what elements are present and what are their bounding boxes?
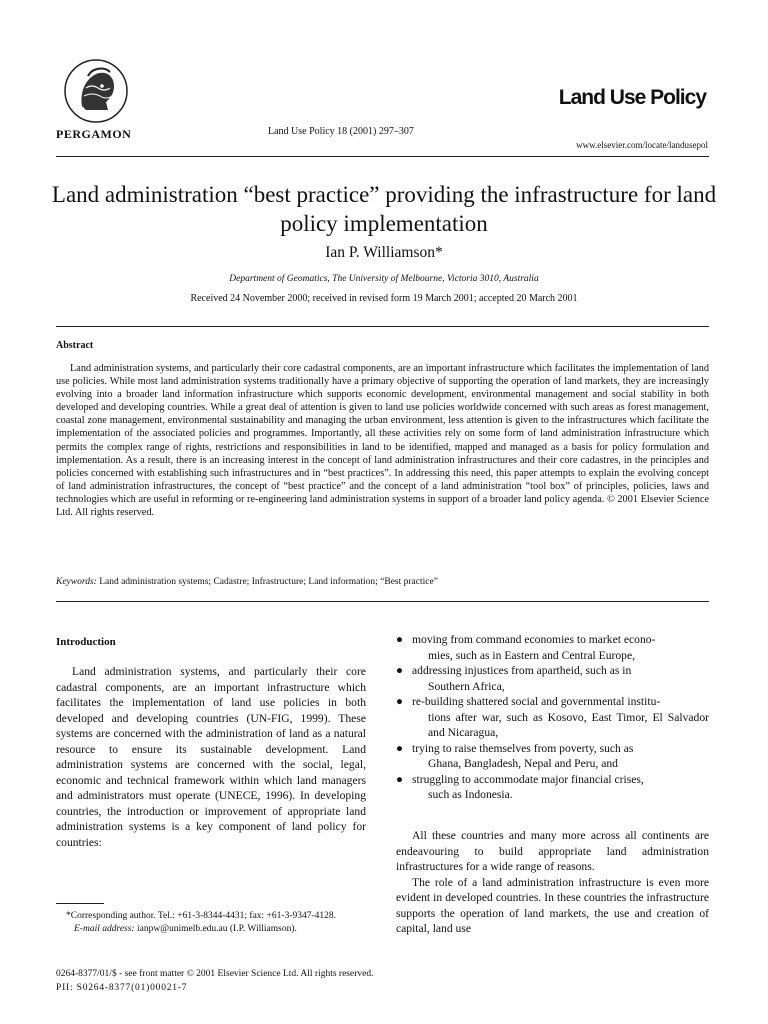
email-note	[56, 923, 366, 936]
abstract-body: Land administration systems, and particularly their core cadastral components, are an important infrastructure which facilitates the implementation of land use policies. While most land administration systems traditionally have a primary objective of supporting the operation of land markets, they are increasingly evolving into a broader land information infrastructure which supports economic development, environmental management and social stability in both developed and developing countries. While a great deal of attention is given to land use policies worldwide concerned with such areas as forest management, coastal zone management, environmental sustainability and managing the urban environment, less attention is given to the infrastructures which facilitate the implementation of the associated policies and programmes. Importantly, all these activities rely on some form of land administration infrastructure which permits the complex range of rights, restrictions and responsibilities in land to be identified, mapped and managed as a basis for policy formulation and implementation. As a result, there is an increasing interest in the concept of land administration infrastructures and their core cadastres, in the principles and policies concerned with establishing such infrastructures and in “best practices”. In addressing this need, this paper attempts to explain the evolving concept of land administration infrastructures, the concept of “best practice” and the concept of a land administration “tool box” of principles, policies, laws and technologies which are useful in reforming or re-engineering land administration systems in support of a broader land policy agenda. © 2001 Elsevier Science Ltd. All rights reserved.	[56, 363, 709, 519]
publisher-name: PERGAMON	[56, 127, 132, 141]
bullet-icon: ●	[396, 633, 404, 646]
abstract-heading: Abstract	[56, 340, 94, 351]
paragraph: All these countries and many more across all continents are endeavouring to build appropriate land administration infrastructures for a wide range of reasons.	[396, 829, 709, 874]
introduction-body: Land administration systems, and particularly their core cadastral components, are an important infrastructure which facilitates the implementation of land use policies in both developed and developing countries (UN-FIG, 1999). These systems are concerned with the administration of land as a natural resource to ensure its sustainable development. Land administration systems are concerned with the social, legal, economic and technical framework within which land managers and administrators must operate (UNECE, 1996). In developing countries, the introduction or improvement of appropriate land administration systems is a key component of land policy for countries:	[56, 665, 366, 850]
bullet-text-rest: Southern Africa,	[428, 679, 505, 693]
email-label: E-mail address:	[74, 924, 135, 934]
list-item	[396, 632, 709, 663]
bullet-icon: ●	[396, 772, 404, 786]
list-item	[396, 663, 709, 694]
footnote	[56, 910, 366, 936]
bullet-icon: ●	[396, 741, 404, 755]
bullet-icon: ●	[396, 695, 404, 708]
bullet-text-first: moving from command economies to market econo-	[412, 633, 656, 646]
article-title: Land administration “best practice” providing the infrastructure for land policy implementation	[51, 182, 717, 236]
article-dates: Received 24 November 2000; received in revised form 19 March 2001; accepted 20 March 2001	[190, 293, 578, 304]
bullet-text-rest: Ghana, Bangladesh, Nepal and Peru, and	[428, 757, 618, 770]
bullet-text-rest: such as Indonesia.	[428, 788, 513, 801]
list-item	[396, 694, 709, 741]
bullet-text-rest: mies, such as in Eastern and Central Europe,	[428, 648, 636, 662]
abstract-top-rule	[56, 326, 709, 327]
bullet-text-first: struggling to accommodate major financial crises,	[412, 772, 644, 786]
abstract-bottom-rule	[56, 601, 709, 602]
journal-title: Land Use Policy	[558, 86, 706, 109]
copyright-line: 0264-8377/01/$ - see front matter © 2001 Elsevier Science Ltd. All rights reserved.	[56, 969, 374, 979]
list-item	[396, 772, 709, 803]
bullet-text-rest: tions after war, such as Kosovo, East Timor, El Salvador and Nicaragua,	[428, 710, 709, 739]
email-address[interactable]: ianpw@unimelb.edu.au (I.P. Williamson).	[136, 924, 297, 934]
article-author: Ian P. Williamson*	[325, 244, 443, 261]
author-affiliation: Department of Geomatics, The University of Melbourne, Victoria 3010, Australia	[229, 274, 539, 284]
pii-line: PII: S0264-8377(01)00021-7	[56, 983, 188, 993]
keywords-label: Keywords:	[56, 577, 97, 587]
header-rule	[56, 156, 709, 157]
list-item	[396, 741, 709, 772]
footnote-rule	[56, 903, 104, 904]
journal-url[interactable]: www.elsevier.com/locate/landusepol	[576, 140, 708, 150]
keywords-list: Land administration systems; Cadastre; Infrastructure; Land information; “Best practice”	[99, 577, 438, 587]
bullet-text-first: re-building shattered social and governmental institu-	[412, 695, 661, 708]
right-column-text	[396, 828, 709, 937]
introduction-heading: Introduction	[56, 636, 116, 648]
country-bullet-list	[396, 632, 709, 803]
keywords	[56, 577, 438, 587]
bullet-text-first: addressing injustices from apartheid, such as in	[412, 664, 632, 677]
journal-citation: Land Use Policy 18 (2001) 297–307	[268, 126, 414, 137]
paragraph: The role of a land administration infrastructure is even more evident in developed countries. In these countries the infrastructure supports the operation of land markets, the use and creation of capital, land use	[396, 875, 709, 936]
bullet-text-first: trying to raise themselves from poverty, such as	[412, 741, 634, 755]
corresponding-author-note: *Corresponding author. Tel.: +61-3-8344-4431; fax: +61-3-9347-4128.	[66, 911, 337, 921]
publisher-logo-icon	[62, 58, 130, 124]
bullet-icon: ●	[396, 664, 404, 677]
